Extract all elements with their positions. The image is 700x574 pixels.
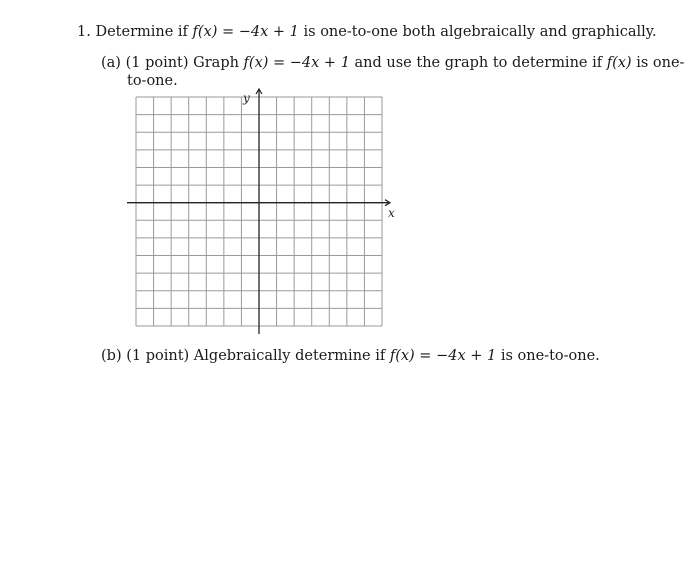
part-a-text-post: is one- [636,55,685,71]
part-a-function: f(x) = −4x + 1 [243,55,350,71]
problem-text-post: is one-to-one both algebraically and graphically. [303,24,657,40]
part-a-points: (1 point) [125,55,189,71]
problem-text-pre: Determine if [95,24,188,40]
part-b-text-pre: Algebraically determine if [193,348,386,364]
part-a-text-mid: and use the graph to determine if [354,55,603,71]
part-a-fx: f(x) [606,55,632,71]
part-b-text-post: is one-to-one. [500,348,600,364]
part-a-text-cont: to-one. [127,73,178,89]
part-a-text-pre: Graph [193,55,239,71]
part-b-label: (b) [101,348,122,364]
part-a-label: (a) [101,55,121,71]
problem-number: 1. [77,24,91,40]
part-b-function: f(x) = −4x + 1 [389,348,497,364]
problem-function: f(x) = −4x + 1 [192,24,299,40]
x-axis-label: x [388,206,395,220]
part-b-statement [101,347,600,365]
axes [127,89,390,334]
y-axis-label: y [243,91,250,105]
part-b-points: (1 point) [126,348,190,364]
